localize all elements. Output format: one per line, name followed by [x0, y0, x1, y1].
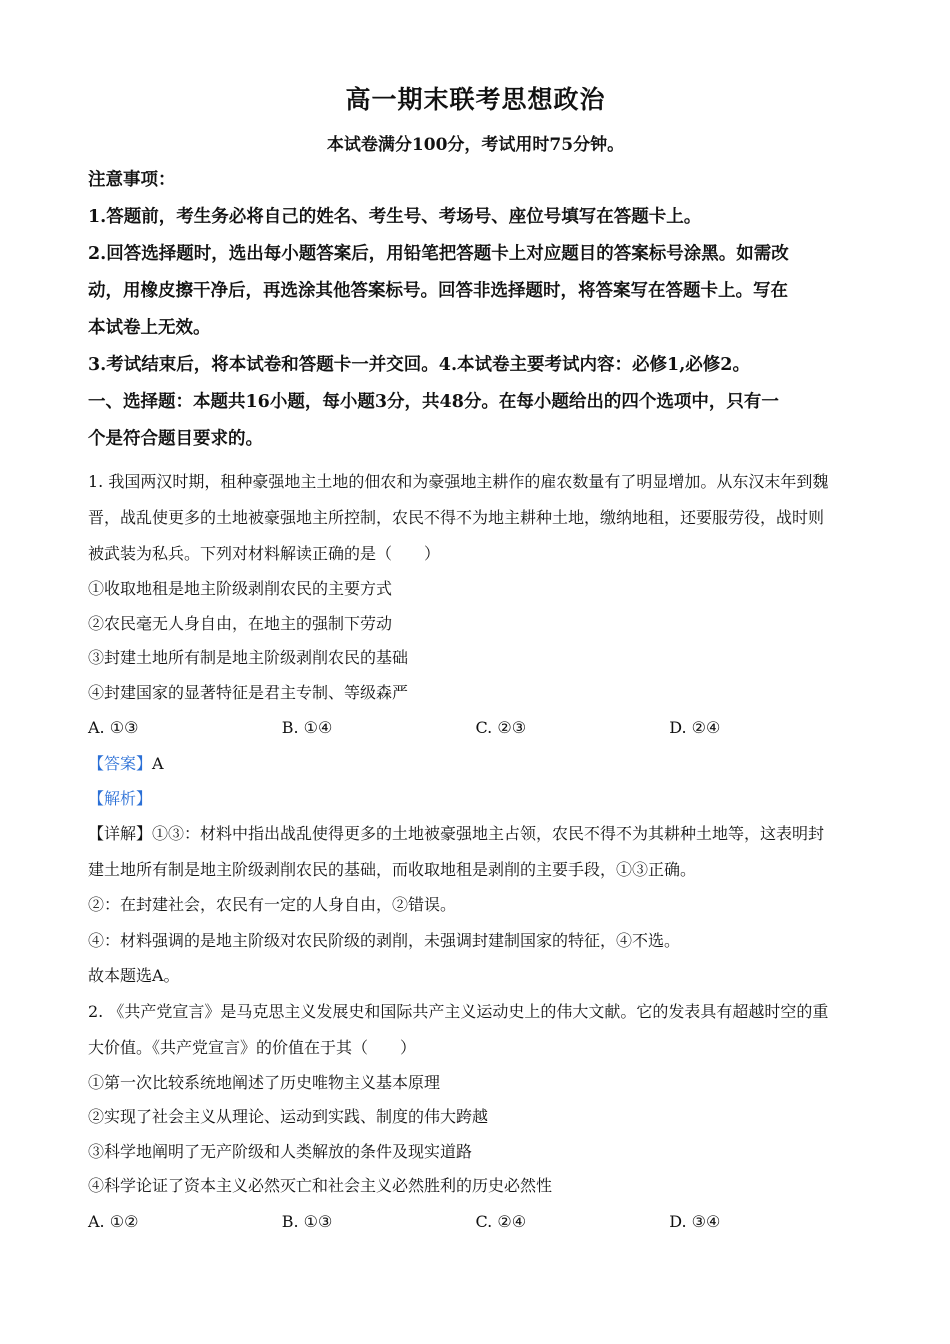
answer-choices: [88, 1204, 863, 1240]
choice-a: A. ①②: [88, 1211, 139, 1231]
statement: ②农民毫无人身自由，在地主的强制下劳动: [88, 613, 393, 633]
notice-item: 动，用橡皮擦干净后，再选涂其他答案标号。回答非选择题时，将答案写在答题卡上。写在: [88, 281, 788, 301]
question-stem: 晋，战乱使更多的土地被豪强地主所控制，农民不得不为地主耕种土地，缴纳地租，还要服劳役，战时则: [88, 508, 825, 527]
choice-b: B. ①④: [281, 718, 333, 737]
notice-item: 1.答题前，考生务必将自己的姓名、考生号、考场号、座位号填写在答题卡上。: [88, 207, 702, 227]
notice-item: 2.回答选择题时，选出每小题答案后，用铅笔把答题卡上对应题目的答案标号涂黑。如需改: [88, 244, 789, 264]
question-1: [88, 464, 863, 994]
statement: ①收取地租是地主阶级剥削农民的主要方式: [88, 579, 393, 598]
statement: ③封建土地所有制是地主阶级剥削农民的基础: [88, 648, 409, 667]
notice-item: 本试卷上无效。: [88, 318, 211, 338]
choice-c: C. ②④: [475, 1211, 527, 1231]
statement: ④封建国家的显著特征是君主专制、等级森严: [88, 682, 409, 702]
choice-a: A. ①③: [88, 718, 139, 737]
exam-page: [88, 80, 863, 1240]
analysis-tag: 【解析】: [88, 789, 153, 808]
explanation-line: 建土地所有制是地主阶级剥削农民的基础，而收取地租是剥削的主要手段，①③正确。: [88, 859, 697, 879]
statement: ②实现了社会主义从理论、运动到实践、制度的伟大跨越: [88, 1107, 489, 1126]
explanation-line: 故本题选A。: [88, 966, 180, 985]
question-stem: 大价值。《共产党宣言》的价值在于其（ ）: [88, 1037, 417, 1057]
page-title: 高一期末联考思想政治: [345, 85, 606, 114]
analysis-line: [88, 781, 863, 816]
section-heading-cont: 个是符合题目要求的。: [88, 429, 263, 449]
question-stem: 1. 我国两汉时期，租种豪强地主土地的佃农和为豪强地主耕作的雇农数量有了明显增加。从东汉末年到魏: [88, 472, 829, 491]
question-2: [88, 994, 863, 1240]
question-stem: 被武装为私兵。下列对材料解读正确的是（ ）: [88, 544, 441, 563]
answer-tag: 【答案】: [88, 754, 153, 773]
section-heading: 一、选择题：本题共16小题，每小题3分，共48分。在每小题给出的四个选项中，只有一: [88, 392, 779, 412]
answer-line: [88, 746, 863, 781]
choice-d: D. ③④: [669, 1211, 721, 1231]
choice-b: B. ①③: [281, 1211, 333, 1231]
choice-d: D. ②④: [669, 718, 721, 737]
explanation-line: ④：材料强调的是地主阶级对农民阶级的剥削，未强调封建制国家的特征，④不选。: [88, 930, 681, 950]
question-stem: 2. 《共产党宣言》是马克思主义发展史和国际共产主义运动史上的伟大文献。它的发表具有超越时空的重: [88, 1001, 829, 1021]
choice-c: C. ②③: [475, 718, 527, 737]
answer-choices: [88, 710, 863, 746]
statement: ③科学地阐明了无产阶级和人类解放的条件及现实道路: [88, 1141, 473, 1161]
explanation-line: 【详解】①③：材料中指出战乱使得更多的土地被豪强地主占领，农民不得不为其耕种土地等，这表明封: [88, 824, 825, 843]
notice-item: 3.考试结束后，将本试卷和答题卡一并交回。4.本试卷主要考试内容：必修1,必修2。: [88, 355, 750, 375]
answer-value: A: [152, 754, 164, 773]
exam-info: 本试卷满分100分，考试用时75分钟。: [326, 135, 625, 155]
notice-heading: 注意事项：: [88, 170, 176, 190]
statement: ①第一次比较系统地阐述了历史唯物主义基本原理: [88, 1072, 441, 1092]
statement: ④科学论证了资本主义必然灭亡和社会主义必然胜利的历史必然性: [88, 1176, 553, 1195]
explanation-line: ②：在封建社会，农民有一定的人身自由，②错误。: [88, 895, 457, 914]
